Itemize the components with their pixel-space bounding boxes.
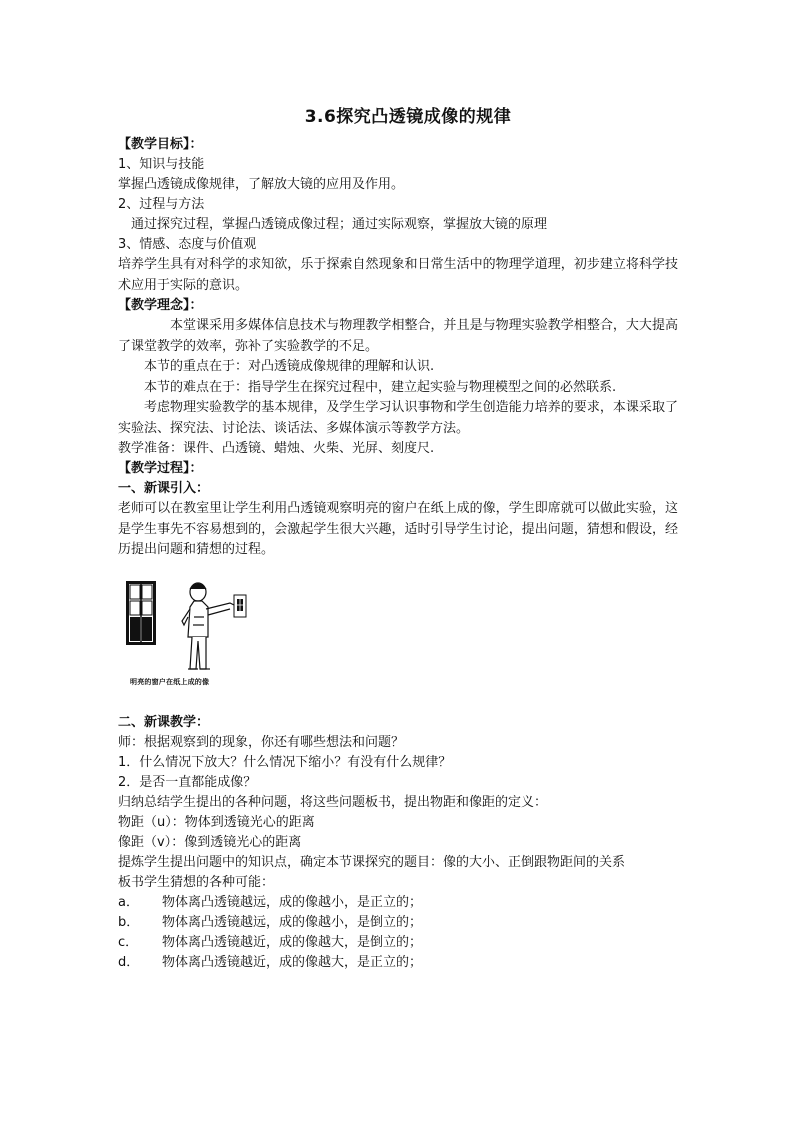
window-icon: [126, 581, 156, 645]
definition-image-distance: 像距（v）：像到透镜光心的距离: [118, 834, 302, 850]
list-item: [118, 933, 678, 953]
paper-screen-icon: [234, 595, 246, 617]
goal-knowledge-title: 1、知识与技能: [118, 157, 205, 172]
hypothesis-marker: d．: [118, 954, 140, 970]
hypothesis-marker: c．: [118, 934, 139, 950]
goals-heading: 【教学目标】：: [118, 137, 203, 152]
list-item: [118, 893, 678, 913]
hypothesis-text: 物体离凸透镜越近，成的像越大，是倒立的；: [162, 934, 423, 950]
list-item: [118, 913, 678, 933]
page-title: 3.6探究凸透镜成像的规律: [304, 107, 512, 127]
goal-emotion-title: 3、情感、态度与价值观: [118, 237, 257, 252]
process-heading: 【教学过程】：: [118, 461, 203, 476]
hypothesis-text: 物体离凸透镜越近，成的像越大，是正立的；: [162, 954, 423, 970]
hypothesis-text: 物体离凸透镜越远，成的像越小，是正立的；: [162, 894, 423, 910]
goal-knowledge-text: 掌握凸透镜成像规律，了解放大镜的应用及作用。: [118, 177, 405, 192]
definition-object-distance: 物距（u）：物体到透镜光心的距离: [118, 814, 315, 830]
goal-emotion-text: 培养学生具有对科学的求知欲，乐于探索自然现象和日常生活中的物理学道理，初步建立将科学技术应用于实际的意识。: [118, 257, 678, 293]
hypothesis-marker: a．: [118, 894, 139, 910]
person-icon: [182, 583, 234, 669]
philosophy-paragraph-1: 本堂课采用多媒体信息技术与物理教学相整合，并且是与物理实验教学相整合，大大提高了课堂教学的效率，弥补了实验教学的不足。: [118, 318, 678, 354]
window-image-figure: [118, 577, 678, 713]
teaching-preparation: 教学准备：课件、凸透镜、蜡烛、火柴、光屏、刻度尺.: [118, 441, 435, 456]
hypothesis-marker: b．: [118, 914, 140, 930]
question-1: 1．什么情况下放大？什么情况下缩小？有没有什么规律？: [118, 754, 452, 770]
intro-heading: 一、新课引入：: [118, 481, 210, 496]
exploration-topic: 提炼学生提出问题中的知识点，确定本节课探究的题目：像的大小、正倒跟物距间的关系: [118, 854, 626, 870]
teacher-question: 师：根据观察到的现象，你还有哪些想法和问题？: [118, 734, 405, 750]
hypothesis-text: 物体离凸透镜越远，成的像越小，是倒立的；: [162, 914, 423, 930]
figure-caption: 明亮的窗户在纸上成的像: [130, 677, 210, 686]
list-item: [118, 953, 678, 973]
goal-process-title: 2、过程与方法: [118, 197, 205, 212]
hypotheses-intro: 板书学生猜想的各种可能：: [118, 874, 275, 890]
philosophy-key-point: 本节的重点在于：对凸透镜成像规律的理解和认识.: [144, 359, 435, 374]
goal-process-text: 通过探究过程，掌握凸透镜成像过程；通过实际观察，掌握放大镜的原理: [131, 217, 548, 232]
teaching-heading: 二、新课教学：: [118, 714, 210, 730]
question-2: 2．是否一直都能成像？: [118, 774, 257, 790]
window-image-illustration: [118, 577, 258, 677]
philosophy-heading: 【教学理念】：: [118, 298, 203, 313]
summary-text: 归纳总结学生提出的各种问题，将这些问题板书，提出物距和像距的定义：: [118, 794, 548, 810]
document-body: [118, 102, 678, 973]
philosophy-difficulty: 本节的难点在于：指导学生在探究过程中，建立起实验与物理模型之间的必然联系.: [144, 379, 617, 395]
philosophy-methods: 考虑物理实验教学的基本规律，及学生学习认识事物和学生创造能力培养的要求，本课采取了实验法、探究法、讨论法、谈话法、多媒体演示等教学方法。: [118, 400, 678, 436]
intro-text: 老师可以在教室里让学生利用凸透镜观察明亮的窗户在纸上成的像，学生即席就可以做此实验，这是学生事先不容易想到的，会激起学生很大兴趣，适时引导学生讨论，提出问题，猜想和假设，经历提出问题和猜想的过程。: [118, 501, 678, 557]
